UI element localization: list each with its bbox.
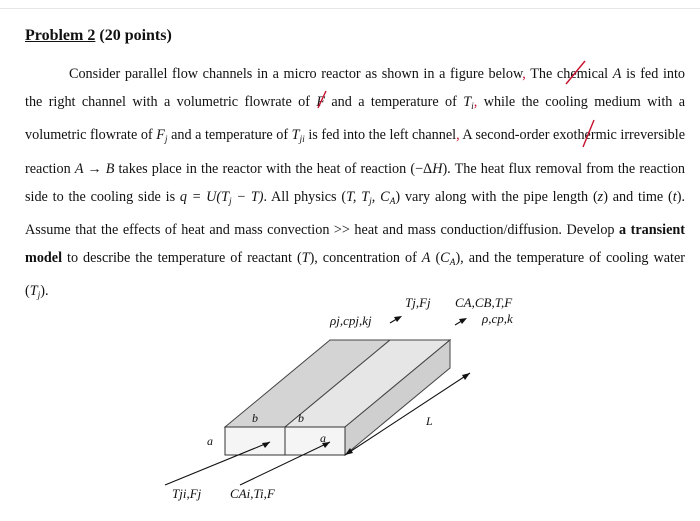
bold-phrase: a transient model [25,222,686,267]
problem-title: Problem 2 [25,27,96,44]
height-label-a: a [207,434,213,448]
front-left-channel [225,427,285,455]
text-run: T [301,250,310,267]
text-run: exothermic irreversible reaction [25,127,685,177]
text-run: ). The heat [442,160,505,177]
subscript: j [229,196,232,207]
text-run: A [421,250,431,267]
text-run: − T) [231,188,264,205]
red-mark: , [456,127,460,144]
width-label-b: b [252,411,258,425]
red-mark: , [473,94,478,111]
text-run: ) vary along [395,188,467,205]
subscript: ji [299,135,305,146]
arrow-head [459,318,467,324]
text-run: and a temperature of [167,127,292,144]
text-run: while the cooling medium [483,94,641,111]
front-right-channel [285,427,345,455]
coolant-outlet-label: Tj,Fj [405,295,431,310]
red-slash-mark [566,61,585,84]
text-run: T [291,127,300,144]
text-run: F [316,94,325,111]
subscript: A [389,196,396,207]
length-label: L [426,414,433,428]
text-run: C [440,250,450,267]
text-run: A → B [74,160,115,177]
text-run: takes place in the reactor with the heat of reaction (−Δ [114,160,433,177]
text-run: fed into the right channel with a volumetric flowrate of [25,66,686,111]
text-run: and a temperature of [325,94,464,111]
text-run: A [612,66,622,82]
text-run: F [156,127,165,144]
text-run: z [597,188,604,205]
text-run: ), concentration [309,250,401,267]
text-run: with a volumetric flowrate of [25,94,686,144]
text-run: ( [430,250,441,267]
text-run: . All physics ( [263,188,347,205]
struck-word: The chemical [530,66,613,82]
text-run: A second-order [462,127,550,144]
text-run: with the pipe length ( [471,188,598,205]
text-run: q = U(T [179,188,230,205]
text-run: , C [371,188,390,205]
micro-reactor-diagram [160,285,580,515]
text-run: ). Assume that the effects of heat and mass convection >> heat and mass [25,188,685,239]
red-slash-mark [316,91,326,111]
subscript: j [164,135,168,146]
reactant-inlet-label: CAi,Ti,F [230,486,275,501]
text-run: to describe the temperature of reactant ( [62,250,302,267]
text-run: T, T [346,188,370,205]
text-run: is [621,66,636,82]
text-run: conduction/diffusion. Develop [440,222,620,239]
text-run: ). [40,283,49,300]
text-run: H [432,160,443,177]
coolant-properties-label: ρj,cpj,kj [330,313,372,328]
red-slash-mark [583,120,594,147]
coolant-inlet-label: Tji,Fj [172,486,202,501]
problem-points: (20 points) [95,27,172,44]
text-run: flux removal from the reaction side to the cooling side is [25,160,686,205]
reactor-figure [160,285,580,515]
subscript: i [471,102,474,113]
arrow-head [394,316,402,322]
text-run: is fed into the left channel [304,127,457,144]
text-run: T [29,283,38,300]
height-label-a: a [320,431,326,445]
reactant-properties-label: ρ,cp,k [482,311,513,326]
width-label-b: b [298,411,304,425]
red-mark: , [522,66,526,82]
text-run: Consider parallel flow channels in a micro reactor as shown in a figure below [69,66,523,82]
subscript: j [369,196,372,207]
arrow-head [462,373,470,380]
reactant-outlet-label: CA,CB,T,F [455,295,513,310]
text-run: ), and the temperature of cooling water ( [25,250,686,300]
text-run: T [463,94,472,111]
text-run: t [672,188,677,205]
text-run: of [405,250,422,267]
subscript: j [37,291,41,302]
text-run: ) and time ( [603,188,673,205]
subscript: A [449,258,456,269]
